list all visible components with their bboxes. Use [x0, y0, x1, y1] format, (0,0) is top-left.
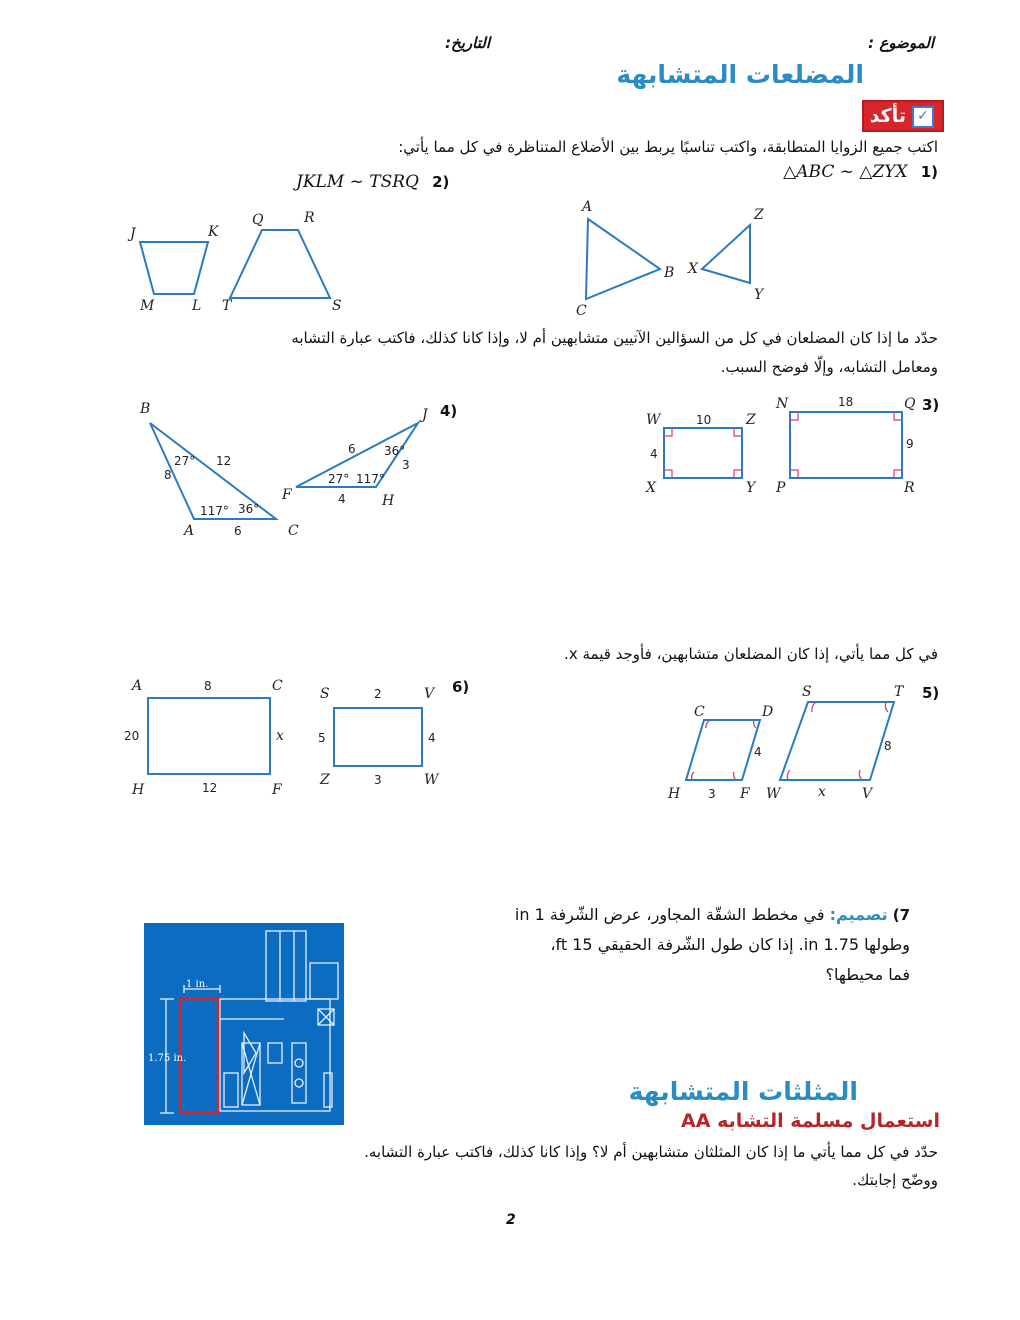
plan-height-label: 1.75 in.: [148, 1053, 187, 1064]
angle-H: 117°: [356, 472, 385, 486]
label-Z: Z: [754, 207, 764, 223]
section2-subtitle: استعمال مسلمة التشابه AA: [681, 1110, 940, 1132]
angle-C: 36°: [238, 502, 260, 516]
right-angle-marks-wzyx: [664, 428, 742, 478]
q6-number: 6): [452, 678, 470, 696]
label-H: H: [132, 782, 145, 798]
q7-line1: [440, 900, 910, 930]
side-FH: 4: [338, 492, 346, 506]
side-BC: 12: [216, 454, 232, 468]
label-V: V: [862, 786, 873, 802]
label-A: A: [132, 678, 143, 694]
label-M: M: [140, 298, 155, 314]
label-J: J: [422, 407, 428, 423]
label-B: B: [664, 265, 675, 281]
label-K: K: [208, 224, 219, 240]
label-P: P: [776, 480, 786, 496]
label-T: T: [222, 298, 232, 314]
label-X: X: [646, 480, 656, 496]
side-NQ: 18: [838, 395, 854, 409]
label-C: C: [272, 678, 283, 694]
side-JH: 3: [402, 458, 410, 472]
q3-figure: [636, 392, 926, 502]
label-J: J: [130, 226, 136, 242]
triangle-zyx: [702, 225, 750, 283]
label-F: F: [282, 487, 292, 503]
q5-number: 5): [922, 684, 940, 702]
side-WV: x: [818, 784, 826, 800]
label-F: F: [740, 786, 750, 802]
instruction-3: في كل مما يأتي، إذا كان المضلعان متشابهين، فأوجد قيمة x.: [564, 645, 938, 663]
label-W: W: [766, 786, 781, 802]
label-S: S: [332, 298, 342, 314]
section2-title: المثلثات المتشابهة: [628, 1077, 858, 1106]
floor-plan-image: [144, 923, 344, 1125]
instruction-2-line2: ومعامل التشابه، وإلّا فوضح السبب.: [720, 358, 938, 376]
side-SZ: 5: [318, 731, 326, 745]
rectangle-svwz: [334, 708, 422, 766]
instruction-2-line1: حدّد ما إذا كان المضلعان في كل من السؤالين الآتيين متشابهين أم لا، وإذا كانا كذلك، فاكتب عبارة التشابه: [291, 329, 938, 347]
label-C: C: [576, 303, 587, 319]
angle-F: 27°: [328, 472, 350, 486]
label-Y: Y: [746, 480, 756, 496]
q4-figure: [130, 395, 440, 545]
label-Z: Z: [746, 412, 756, 428]
side-SV: 2: [374, 687, 382, 701]
label-H: H: [382, 493, 395, 509]
section1-title: المضلعات المتشابهة: [616, 60, 864, 89]
label-Q: Q: [904, 396, 916, 412]
side-CF: x: [276, 728, 284, 744]
label-A: A: [184, 523, 195, 539]
q1-label: [783, 162, 938, 182]
q1-number: 1): [920, 163, 938, 181]
date-label: التاريخ:: [445, 34, 490, 52]
q2-expr: JKLM ~ TSRQ: [296, 172, 419, 192]
section2-instruction-line2: ووضّح إجابتك.: [852, 1171, 938, 1189]
q1-expr: △ABC ~ △ZYX: [783, 162, 908, 182]
q1-figure: [560, 195, 780, 325]
q4-number: 4): [440, 402, 458, 420]
side-AH: 20: [124, 729, 140, 743]
label-D: D: [762, 704, 774, 720]
label-N: N: [776, 396, 789, 412]
label-Z: Z: [320, 772, 330, 788]
q2-figure: [120, 200, 360, 320]
q6-figure: [118, 672, 453, 802]
side-VW: 4: [428, 731, 436, 745]
confirm-badge: [862, 100, 944, 132]
triangle-abc: [586, 219, 660, 299]
label-W: W: [646, 412, 661, 428]
q2-number: 2): [432, 173, 450, 191]
right-angle-marks-nqrp: [790, 412, 902, 478]
label-L: L: [192, 298, 202, 314]
checkmark-icon: ✓: [912, 106, 934, 128]
label-T: T: [894, 684, 904, 700]
side-BA: 8: [164, 468, 172, 482]
badge-label: تأكد: [869, 105, 906, 127]
angle-A: 117°: [200, 504, 229, 518]
rectangle-nqrp: [790, 412, 902, 478]
label-F: F: [272, 782, 282, 798]
q3-number: 3): [922, 396, 940, 414]
section2-instruction-line1: حدّد في كل مما يأتي ما إذا كان المثلثان متشابهين أم لا؟ وإذا كانا كذلك، فاكتب عبارة التشابه.: [364, 1143, 938, 1161]
q2-label: [296, 172, 449, 192]
q5-figure: [660, 680, 920, 805]
side-HF: 12: [202, 781, 218, 795]
rectangle-wzyx: [664, 428, 742, 478]
label-V: V: [424, 686, 435, 702]
side-WX: 4: [650, 447, 658, 461]
label-Q: Q: [252, 212, 264, 228]
side-AC: 6: [234, 524, 242, 538]
side-HF: 3: [708, 787, 716, 801]
q7-number: 7): [892, 906, 910, 924]
label-A: A: [582, 199, 593, 215]
side-JF: 6: [348, 442, 356, 456]
q7-line2: وطولها 1.75 in. إذا كان طول الشّرفة الحقيقي 15 ft،: [550, 935, 910, 954]
q7-line3: فما محيطها؟: [825, 965, 910, 984]
side-QR: 9: [906, 437, 914, 451]
instruction-1: اكتب جميع الزوايا المتطابقة، واكتب تناسبًا يربط بين الأضلاع المتناظرة في كل مما يأتي:: [398, 138, 938, 156]
label-H: H: [668, 786, 681, 802]
label-W: W: [424, 772, 439, 788]
side-DF: 4: [754, 745, 762, 759]
label-R: R: [904, 480, 915, 496]
trapezoid-tsrq: [230, 230, 330, 298]
q7-label: تصميم:: [829, 905, 888, 924]
angle-B: 27°: [174, 454, 196, 468]
trapezoid-jklm: [140, 242, 208, 294]
label-Y: Y: [754, 287, 764, 303]
angle-J: 36°: [384, 444, 406, 458]
label-S: S: [320, 686, 330, 702]
q7-text-line1: في مخطط الشقّة المجاور، عرض الشّرفة 1 in: [514, 905, 825, 924]
label-X: X: [688, 261, 698, 277]
label-C: C: [694, 704, 705, 720]
rectangle-acfh: [148, 698, 270, 774]
page-number: 2: [506, 1212, 516, 1228]
parallelogram-stvw: [780, 702, 894, 780]
plan-width-label: 1 in.: [186, 979, 209, 990]
parallelogram-cdfh: [686, 720, 760, 780]
label-B: B: [140, 401, 151, 417]
label-R: R: [304, 210, 315, 226]
side-AC: 8: [204, 679, 212, 693]
label-C: C: [288, 523, 299, 539]
label-S: S: [802, 684, 812, 700]
side-WZ: 10: [696, 413, 712, 427]
subject-label: الموضوع :: [868, 34, 934, 52]
side-ZW: 3: [374, 773, 382, 787]
side-TV: 8: [884, 739, 892, 753]
